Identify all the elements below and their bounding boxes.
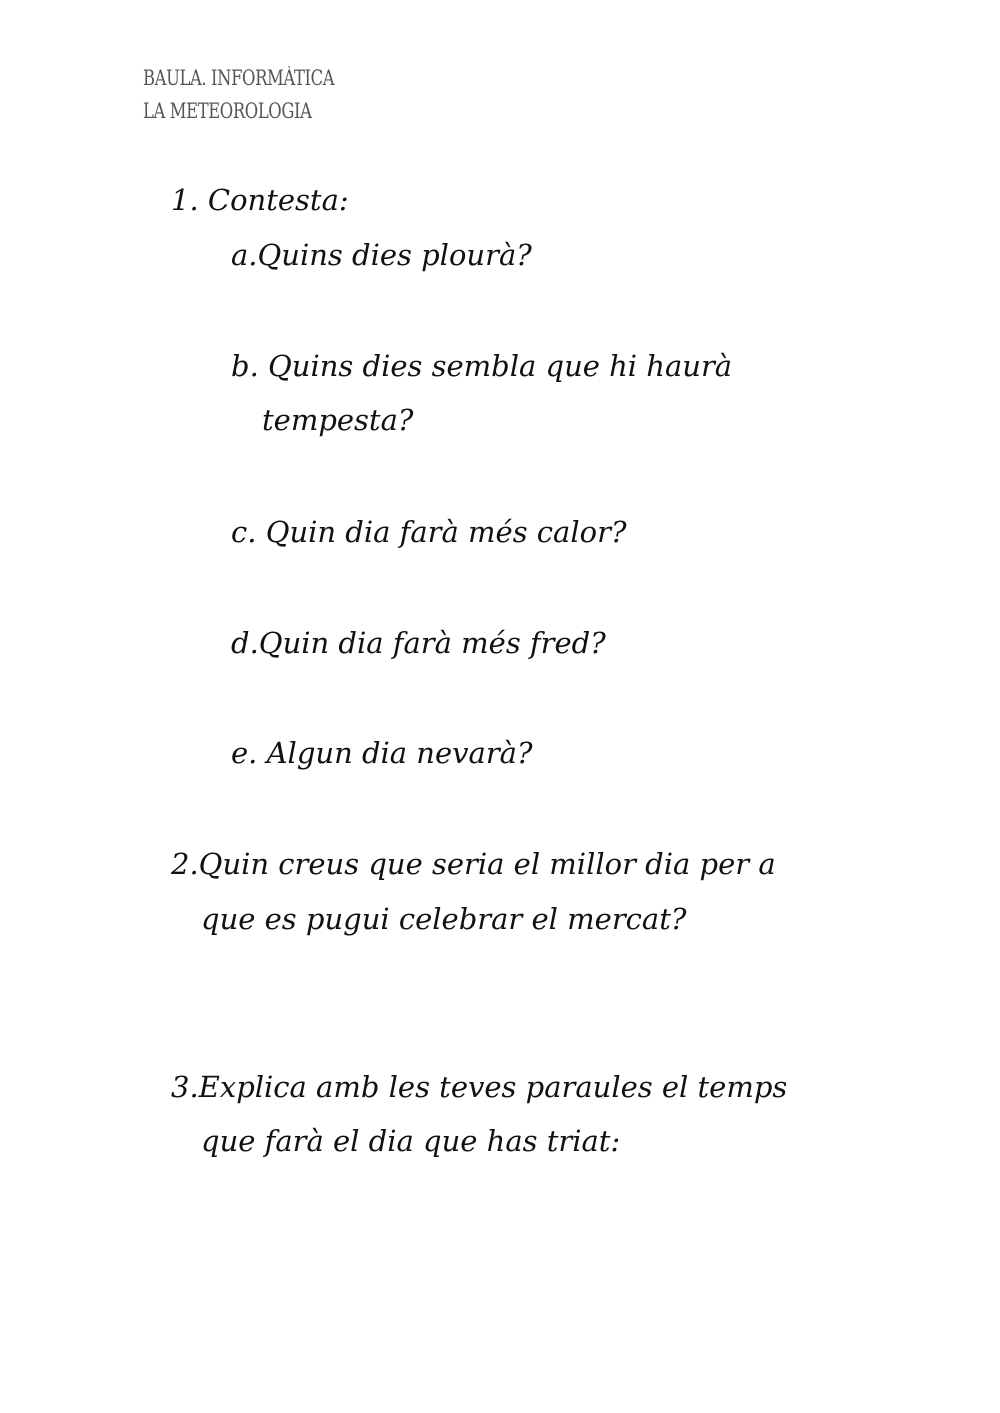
question-1b-text-line1: Quins dies sembla que hi haurà	[268, 349, 733, 383]
question-1a-text: Quins dies plourà?	[257, 238, 532, 272]
question-2-number: 2.	[171, 847, 199, 881]
question-1c-marker: c.	[231, 515, 257, 549]
question-3-continued	[201, 1121, 620, 1161]
question-1e-text: Algun dia nevarà?	[266, 736, 533, 770]
question-1b	[231, 346, 732, 386]
question-1c-text: Quin dia farà més calor?	[265, 515, 627, 549]
header	[143, 62, 334, 128]
question-1b-continued	[262, 400, 413, 440]
question-1d-marker: d.	[231, 626, 259, 660]
question-2-continued	[201, 899, 686, 939]
question-1-text: Contesta:	[207, 183, 349, 217]
question-1c	[231, 512, 627, 552]
question-3-number: 3.	[171, 1070, 199, 1104]
header-school: BAULA. INFORMÀTICA	[143, 66, 335, 90]
question-1	[171, 180, 349, 220]
question-1d-text: Quin dia farà més fred?	[258, 626, 606, 660]
question-2-text-line2: que es pugui celebrar el mercat?	[201, 902, 687, 936]
question-1a	[231, 235, 532, 275]
question-1e-marker: e.	[231, 736, 258, 770]
question-1d	[231, 623, 606, 663]
header-topic: LA METEOROLOGIA	[143, 99, 312, 123]
question-3-text-line1: Explica amb les teves paraules el temps	[198, 1070, 788, 1104]
question-2	[171, 844, 776, 884]
question-1-number: 1.	[171, 183, 199, 217]
question-1a-marker: a.	[231, 238, 258, 272]
question-1b-text-line2: tempesta?	[262, 403, 414, 437]
question-1e	[231, 733, 533, 773]
question-3-text-line2: que farà el dia que has triat:	[201, 1124, 621, 1158]
question-2-text-line1: Quin creus que seria el millor dia per a	[198, 847, 776, 881]
question-1b-marker: b.	[231, 349, 259, 383]
question-3	[171, 1067, 787, 1107]
